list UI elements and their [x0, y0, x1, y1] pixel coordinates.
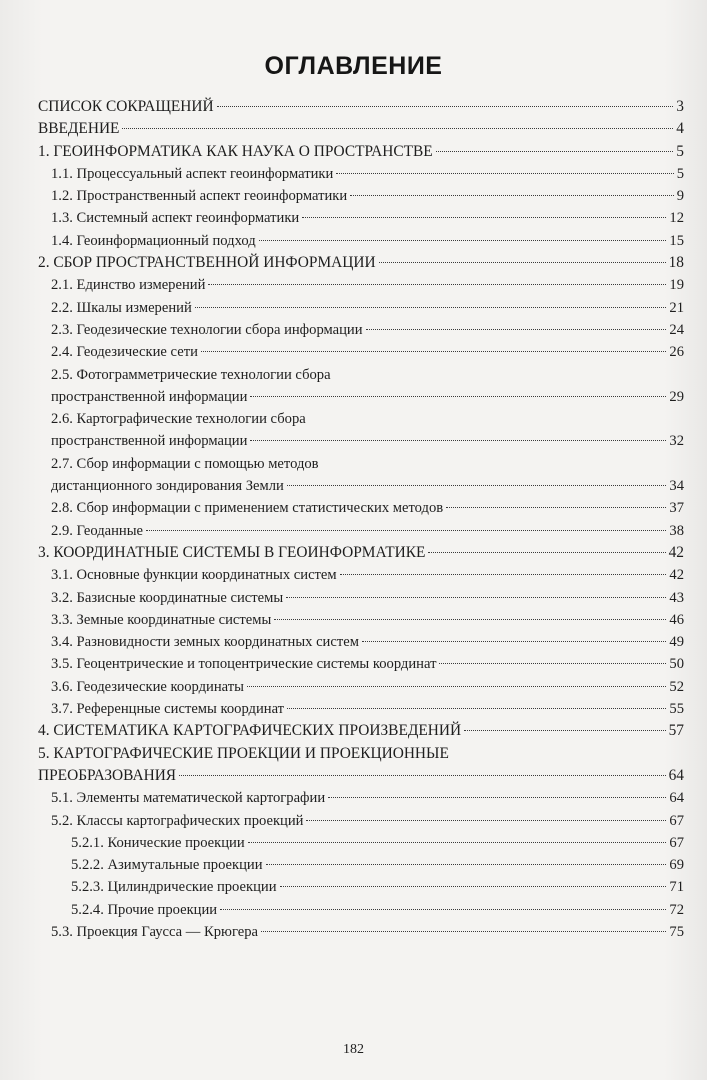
toc-entry	[38, 676, 684, 698]
toc-entry-title: 5.3. Проекция Гаусса — Крюгера	[51, 923, 258, 940]
toc-entry-page: 71	[669, 879, 684, 896]
dot-leader	[146, 530, 666, 531]
dot-leader	[179, 775, 666, 776]
toc-entry-page: 64	[669, 790, 684, 807]
toc-entry-page: 72	[669, 901, 684, 918]
toc-entry	[38, 274, 684, 296]
toc-entry-page: 9	[676, 188, 684, 205]
dot-leader	[217, 106, 674, 107]
page-number: 182	[343, 1042, 364, 1057]
dot-leader	[350, 195, 674, 196]
toc-entry	[38, 653, 684, 675]
toc-entry	[38, 341, 684, 363]
toc-entry-page: 19	[669, 277, 684, 294]
toc-entry-title: 2.9. Геоданные	[51, 522, 144, 539]
toc-entry-page: 18	[668, 254, 684, 272]
toc-entry-page: 67	[669, 834, 684, 851]
toc-entry-page: 32	[669, 433, 684, 450]
dot-leader	[336, 173, 673, 174]
dot-leader	[328, 797, 666, 798]
toc-entry-title: 1. ГЕОИНФОРМАТИКА КАК НАУКА О ПРОСТРАНСТВЕ	[38, 142, 433, 160]
toc-entry-title: пространственной информации	[51, 433, 248, 450]
toc-entry	[38, 720, 684, 742]
toc-entry-page: 49	[669, 634, 684, 651]
toc-entry	[38, 252, 684, 274]
toc-entry-title: 5.2.1. Конические проекции	[71, 834, 245, 851]
toc-entry	[38, 163, 684, 185]
toc-entry-title: 3. КООРДИНАТНЫЕ СИСТЕМЫ В ГЕОИНФОРМАТИКЕ	[38, 543, 426, 561]
toc-entry-page: 15	[669, 232, 684, 249]
toc-entry	[38, 497, 684, 519]
toc-entry-title: 3.4. Разновидности земных координатных систем	[51, 634, 359, 651]
dot-leader	[201, 351, 667, 352]
toc-entry-title: 2.1. Единство измерений	[51, 277, 206, 294]
toc-entry	[38, 118, 684, 140]
toc-entry	[38, 810, 684, 832]
dot-leader	[439, 663, 666, 664]
toc-entry-title: 3.3. Земные координатные системы	[51, 611, 272, 628]
dot-leader	[379, 262, 666, 263]
toc-entry-page: 5	[676, 142, 684, 160]
toc-entry-page: 24	[669, 321, 684, 338]
dot-leader	[280, 886, 667, 887]
toc-entry-page: 29	[669, 388, 684, 405]
toc-entry-page: 42	[668, 543, 684, 561]
toc-entry	[38, 453, 684, 498]
dot-leader	[195, 307, 667, 308]
dot-leader	[250, 396, 666, 397]
toc-entry-title: 1.2. Пространственный аспект геоинформатики	[51, 188, 348, 205]
dot-leader	[366, 329, 667, 330]
dot-leader	[266, 864, 667, 865]
toc-entry-title: пространственной информации	[51, 388, 248, 405]
toc-entry	[38, 743, 684, 788]
toc-entry-page: 50	[669, 656, 684, 673]
toc-entry	[38, 876, 684, 898]
dot-leader	[287, 708, 666, 709]
dot-leader	[340, 574, 667, 575]
toc-entry-title: 1.3. Системный аспект геоинформатики	[51, 210, 300, 227]
dot-leader	[247, 686, 666, 687]
toc-entry-title: 2.4. Геодезические сети	[51, 344, 198, 361]
toc-entry	[38, 854, 684, 876]
toc-entry	[38, 921, 684, 943]
toc-entry	[38, 542, 684, 564]
dot-leader	[274, 619, 666, 620]
dot-leader	[122, 128, 673, 129]
toc-entry-page: 57	[668, 722, 684, 740]
dot-leader	[250, 440, 666, 441]
toc-entry-title: 5.2.4. Прочие проекции	[71, 901, 218, 918]
toc-entry-title: 3.7. Референцные системы координат	[51, 701, 285, 718]
toc-entry-page: 42	[669, 567, 684, 584]
toc-entry	[38, 297, 684, 319]
toc-entry-page: 21	[669, 299, 684, 316]
toc-entry	[38, 587, 684, 609]
toc-entry-title: 4. СИСТЕМАТИКА КАРТОГРАФИЧЕСКИХ ПРОИЗВЕДЕНИЙ	[38, 722, 462, 740]
toc-entry-title: 5.2.2. Азимутальные проекции	[71, 857, 263, 874]
toc-entry-page: 5	[676, 165, 684, 182]
dot-leader	[208, 284, 666, 285]
toc-entry	[38, 698, 684, 720]
dot-leader	[428, 552, 665, 553]
toc-entry-title-line: 5. КАРТОГРАФИЧЕСКИЕ ПРОЕКЦИИ И ПРОЕКЦИОННЫЕ	[38, 744, 449, 762]
toc-entry	[38, 141, 684, 163]
toc-entry	[38, 609, 684, 631]
table-of-contents	[38, 96, 684, 943]
toc-entry-title-line: 2.5. Фотограмметрические технологии сбора	[51, 366, 331, 383]
toc-entry-page: 38	[669, 522, 684, 539]
toc-entry-title: 5.2.3. Цилиндрические проекции	[71, 879, 277, 896]
dot-leader	[464, 730, 666, 731]
dot-leader	[261, 931, 666, 932]
toc-entry-title: 3.2. Базисные координатные системы	[51, 589, 284, 606]
dot-leader	[286, 597, 666, 598]
toc-entry-page: 34	[669, 478, 684, 495]
dot-leader	[446, 507, 666, 508]
toc-entry	[38, 207, 684, 229]
toc-entry	[38, 564, 684, 586]
toc-entry-page: 12	[669, 210, 684, 227]
dot-leader	[306, 820, 666, 821]
toc-entry-page: 4	[676, 120, 684, 138]
toc-entry-title: 2.8. Сбор информации с применением статистических методов	[51, 500, 444, 517]
toc-entry-title: 3.6. Геодезические координаты	[51, 678, 244, 695]
toc-entry-page: 37	[669, 500, 684, 517]
toc-entry-page: 3	[676, 98, 684, 115]
toc-entry-title-line: 2.6. Картографические технологии сбора	[51, 411, 306, 428]
toc-entry-title: 3.5. Геоцентрические и топоцентрические системы координат	[51, 656, 437, 673]
toc-entry-title: 2.2. Шкалы измерений	[51, 299, 192, 316]
toc-entry	[38, 520, 684, 542]
dot-leader	[287, 485, 667, 486]
toc-entry-title: дистанционного зондирования Земли	[51, 478, 284, 495]
dot-leader	[248, 842, 667, 843]
toc-entry	[38, 230, 684, 252]
toc-entry-title: 3.1. Основные функции координатных систем	[51, 567, 337, 584]
toc-entry-page: 26	[669, 344, 684, 361]
toc-entry-page: 67	[669, 812, 684, 829]
toc-entry	[38, 631, 684, 653]
toc-entry-page: 64	[668, 766, 684, 784]
toc-entry-title: СПИСОК СОКРАЩЕНИЙ	[38, 98, 214, 115]
toc-entry-title: ПРЕОБРАЗОВАНИЯ	[38, 766, 177, 784]
toc-entry	[38, 364, 684, 409]
dot-leader	[259, 240, 667, 241]
toc-entry-title: ВВЕДЕНИЕ	[38, 120, 120, 138]
dot-leader	[362, 641, 666, 642]
toc-entry-title-line: 2.7. Сбор информации с помощью методов	[51, 455, 319, 472]
toc-entry-title: 5.2. Классы картографических проекций	[51, 812, 304, 829]
dot-leader	[302, 217, 666, 218]
dot-leader	[220, 909, 666, 910]
toc-entry-page: 69	[669, 857, 684, 874]
toc-entry	[38, 408, 684, 453]
page-title: ОГЛАВЛЕНИЕ	[264, 52, 443, 80]
toc-entry-title: 2.3. Геодезические технологии сбора информации	[51, 321, 363, 338]
toc-entry-page: 55	[669, 701, 684, 718]
toc-entry	[38, 832, 684, 854]
toc-entry	[38, 185, 684, 207]
toc-entry-title: 1.1. Процессуальный аспект геоинформатики	[51, 165, 334, 182]
toc-entry-title: 1.4. Геоинформационный подход	[51, 232, 256, 249]
toc-entry-page: 43	[669, 589, 684, 606]
toc-entry	[38, 96, 684, 118]
toc-entry	[38, 319, 684, 341]
toc-entry	[38, 787, 684, 809]
toc-entry-page: 46	[669, 611, 684, 628]
toc-entry-title: 5.1. Элементы математической картографии	[51, 790, 326, 807]
toc-entry-page: 52	[669, 678, 684, 695]
toc-entry-title: 2. СБОР ПРОСТРАНСТВЕННОЙ ИНФОРМАЦИИ	[38, 254, 376, 272]
dot-leader	[436, 151, 674, 152]
toc-entry-page: 75	[669, 923, 684, 940]
toc-entry	[38, 899, 684, 921]
